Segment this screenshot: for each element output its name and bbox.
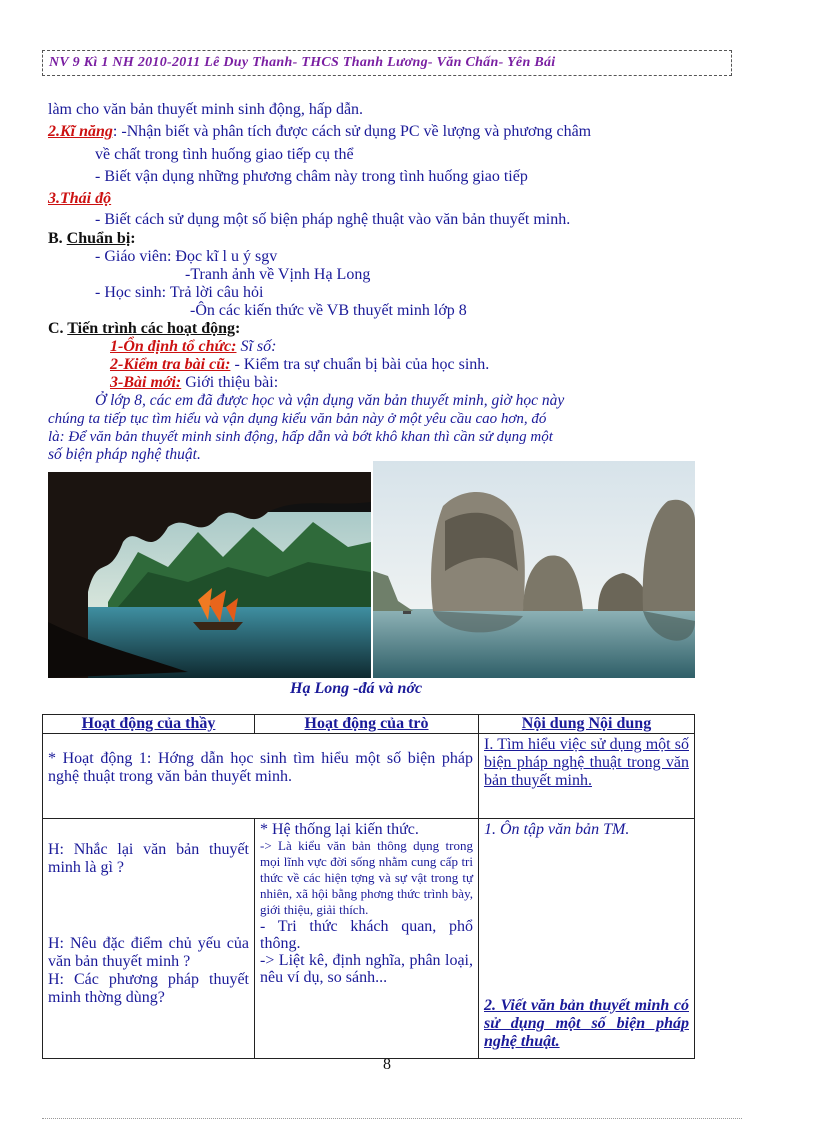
process-step-1: 1-Ổn định tổ chức: Sĩ số: (110, 338, 277, 355)
table-header-row (43, 715, 695, 734)
question-3: H: Các phương pháp thuyết minh thờng dùng? (48, 971, 249, 1006)
activity-1-intro: * Hoạt động 1: Hớng dẫn học sinh tìm hiểu một số biện pháp nghệ thuật trong văn bản thuyết minh. (43, 734, 479, 819)
teacher-questions (43, 819, 255, 1059)
prep-teacher-2: -Tranh ảnh về Vịnh Hạ Long (185, 266, 371, 283)
attitude-line-1: - Biết cách sử dụng một số biện pháp nghệ thuật vào văn bản thuyết minh. (95, 211, 571, 228)
header-content: Nội dung Nội dung (479, 715, 695, 734)
process-heading: C. Tiến trình các hoạt động: (48, 320, 241, 337)
header-teacher: Hoạt động của thầy (43, 715, 255, 734)
content-item-1: 1. Ôn tập văn bản TM. (484, 821, 630, 838)
process-step-3: 3-Bài mới: Giới thiệu bài: (110, 374, 279, 391)
prep-student-2: -Ôn các kiến thức về VB thuyết minh lớp 8 (190, 302, 467, 319)
intro-paragraph-3: là: Để văn bản thuyết minh sinh động, hấp dẫn và bớt khô khan thì cần sử dụng một (48, 429, 553, 445)
question-1: H: Nhắc lại văn bản thuyết minh là gì ? (48, 841, 249, 876)
skills-line-2: về chất trong tình huống giao tiếp cụ thể (95, 146, 354, 163)
table-row (43, 819, 695, 1059)
page-number: 8 (383, 1056, 391, 1073)
page-header: NV 9 Kì 1 NH 2010-2011 Lê Duy Thanh- THCS Thanh Lương- Văn Chấn- Yên Bái (42, 50, 732, 76)
ha-long-karst-photo (373, 461, 695, 678)
answer-1: -> Là kiểu văn bản thông dụng trong mọi lĩnh vực đời sống nhằm cung cấp tri thức về các hiện tợng và sự vật trong tự nhiên, xã hội bằng phơng thức trình bày, giới thiệu, giải thích. (260, 838, 473, 917)
answer-0: * Hệ thống lại kiến thức. (260, 821, 419, 838)
prep-heading: B. Chuẩn bị: (48, 230, 136, 247)
intro-paragraph-2: chúng ta tiếp tục tìm hiểu và vận dụng kiểu văn bản này ở một yêu cầu cao hơn, đó (48, 411, 547, 427)
bottom-divider (42, 1118, 742, 1119)
photo-caption: Hạ Long -đá và nớc (290, 680, 423, 697)
prep-teacher-1: - Giáo viên: Đọc kĩ l u ý sgv (95, 248, 278, 265)
header-student: Hoạt động của trò (255, 715, 479, 734)
answer-3: -> Liệt kê, định nghĩa, phân loại, nêu ví dụ, so sánh... (260, 952, 473, 986)
process-step-2: 2-Kiểm tra bài cũ: - Kiểm tra sự chuẩn bị bài của học sinh. (110, 356, 490, 373)
skills-line-3: - Biết vận dụng những phương châm này trong tình huống giao tiếp (95, 168, 528, 185)
intro-paragraph-4: số biện pháp nghệ thuật. (48, 446, 201, 463)
student-answers (255, 819, 479, 1059)
section-1-title: I. Tìm hiểu việc sử dụng một số biện pháp nghệ thuật trong văn bản thuyết minh. (479, 734, 695, 819)
content-item-2: 2. Viết văn bản thuyết minh có sử dụng một số biện pháp nghệ thuật. (484, 997, 689, 1050)
intro-line: làm cho văn bản thuyết minh sinh động, hấp dẫn. (48, 101, 364, 118)
table-row (43, 734, 695, 819)
ha-long-cave-photo (48, 472, 371, 678)
answer-2: - Tri thức khách quan, phổ thông. (260, 918, 473, 952)
skills-heading: 2.Kĩ năng (48, 123, 113, 140)
skills-line-1 (48, 122, 591, 142)
content-column (479, 819, 695, 1059)
skills-text-1: : -Nhận biết và phân tích được cách sử dụng PC về lượng và phương châm (112, 123, 592, 140)
activity-table (42, 714, 695, 1059)
attitude-heading: 3.Thái độ (48, 190, 112, 207)
question-2: H: Nêu đặc điểm chủ yếu của văn bản thuyết minh ? (48, 935, 249, 970)
intro-paragraph-1: Ở lớp 8, các em đã được học và vận dụng văn bản thuyết minh, giờ học này (95, 392, 565, 409)
prep-student-1: - Học sinh: Trả lời câu hỏi (95, 284, 264, 301)
